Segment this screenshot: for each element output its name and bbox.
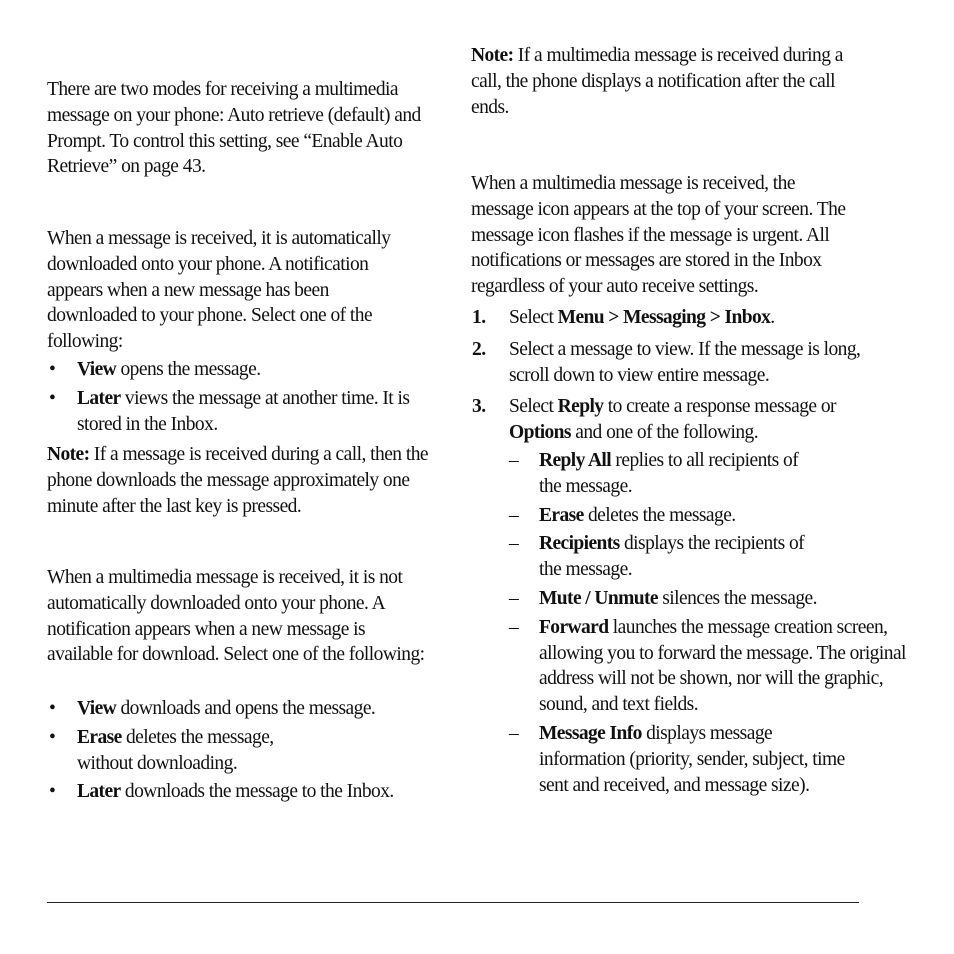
footer-rule <box>47 902 859 903</box>
list-item <box>471 531 811 583</box>
option-text: downloads and opens the message. <box>116 698 376 719</box>
step-item <box>471 305 866 331</box>
option-text: displays the recipients of the message. <box>539 533 805 581</box>
note-text: If a multimedia message is received during a call, the phone displays a notification after the call ends. <box>471 45 843 118</box>
option-text: views the message at another time. It is stored in the Inbox. <box>77 387 410 435</box>
options-key: Options <box>509 422 571 444</box>
auto-retrieve-paragraph: When a message is received, it is automatically downloaded onto your phone. A notification appears when a new message has been downloaded to your phone. Select one of the following: <box>47 228 391 353</box>
step-text: Select <box>509 396 558 418</box>
option-text: displays message information (priority, sender, subject, time sent and received, and message size). <box>539 722 845 796</box>
dash-marker: – <box>509 722 519 744</box>
notification-paragraph: When a multimedia message is received, the message icon appears at the top of your screen. The message icon flashes if the message is urgent. All notifications or messages are stored in the Inbox regardless of your auto receive settings. <box>471 173 846 298</box>
list-item <box>471 721 857 798</box>
option-key: Message Info <box>539 722 642 744</box>
step-text: to create a response message or <box>603 396 836 418</box>
option-text: replies to all recipients of the message. <box>539 450 799 497</box>
option-key: Erase <box>77 726 122 748</box>
step-number: 1. <box>472 307 486 328</box>
option-key: Later <box>77 387 121 409</box>
dash-marker: – <box>509 587 519 609</box>
menu-separator: > <box>705 307 725 328</box>
option-key: Forward <box>539 616 609 638</box>
intro-paragraph: There are two modes for receiving a multimedia message on your phone: Auto retrieve (default) and Prompt. To control this setting, see “Enable Auto Retrieve” on page 43. <box>47 79 421 178</box>
auto-note <box>47 442 433 519</box>
menu-key: Menu <box>557 307 605 328</box>
step-text: Select <box>509 307 558 328</box>
prompt-options-list <box>47 696 442 805</box>
note-label: Note: <box>471 45 514 66</box>
list-item <box>47 357 442 383</box>
step-text: . <box>770 307 775 328</box>
option-key: View <box>77 698 117 719</box>
inbox-key: Inbox <box>724 307 771 328</box>
list-item <box>471 586 866 612</box>
option-text: deletes the message. <box>583 504 736 526</box>
option-key: Reply All <box>539 450 612 471</box>
list-item <box>47 386 442 438</box>
option-key: View <box>77 359 117 380</box>
auto-options-list <box>47 357 442 437</box>
list-item <box>47 779 442 805</box>
reply-key: Reply <box>557 396 604 418</box>
note-text: If a message is received during a call, then the phone downloads the message approximately one minute after the last key is pressed. <box>47 444 429 517</box>
dash-marker: – <box>509 450 519 471</box>
list-item <box>471 615 921 718</box>
option-text: silences the message. <box>657 587 817 609</box>
step-text: and one of the following. <box>570 422 759 444</box>
option-key: Erase <box>539 504 584 526</box>
option-text: opens the message. <box>116 359 261 380</box>
note-label: Note: <box>47 444 90 465</box>
option-key: Later <box>77 781 121 803</box>
step-text: Select a message to view. If the message is long, scroll down to view entire message. <box>509 338 861 386</box>
option-text: downloads the message to the Inbox. <box>120 781 394 803</box>
call-note <box>471 43 859 120</box>
option-key: Mute / Unmute <box>539 587 658 609</box>
steps-list <box>471 305 866 446</box>
menu-separator: > <box>604 307 624 328</box>
option-text: deletes the message, without downloading. <box>77 726 274 774</box>
prompt-paragraph: When a multimedia message is received, it is not automatically downloaded onto your phone. A notification appears when a new message is available for download. Select one of the following: <box>47 567 425 666</box>
list-item <box>471 503 866 529</box>
options-sublist <box>471 448 906 798</box>
dash-marker: – <box>509 533 519 555</box>
step-number: 3. <box>472 396 486 418</box>
step-item <box>471 337 879 389</box>
option-key: Recipients <box>539 533 620 555</box>
list-item <box>47 725 292 777</box>
list-item <box>471 448 801 500</box>
list-item <box>47 696 442 722</box>
messaging-key: Messaging <box>623 307 706 328</box>
dash-marker: – <box>509 504 519 526</box>
option-text: launches the message creation screen, allowing you to forward the message. The original address will not be shown, nor will the graphic, sound, and text fields. <box>539 616 906 716</box>
dash-marker: – <box>509 616 519 638</box>
step-item <box>471 394 899 446</box>
step-number: 2. <box>472 338 486 360</box>
